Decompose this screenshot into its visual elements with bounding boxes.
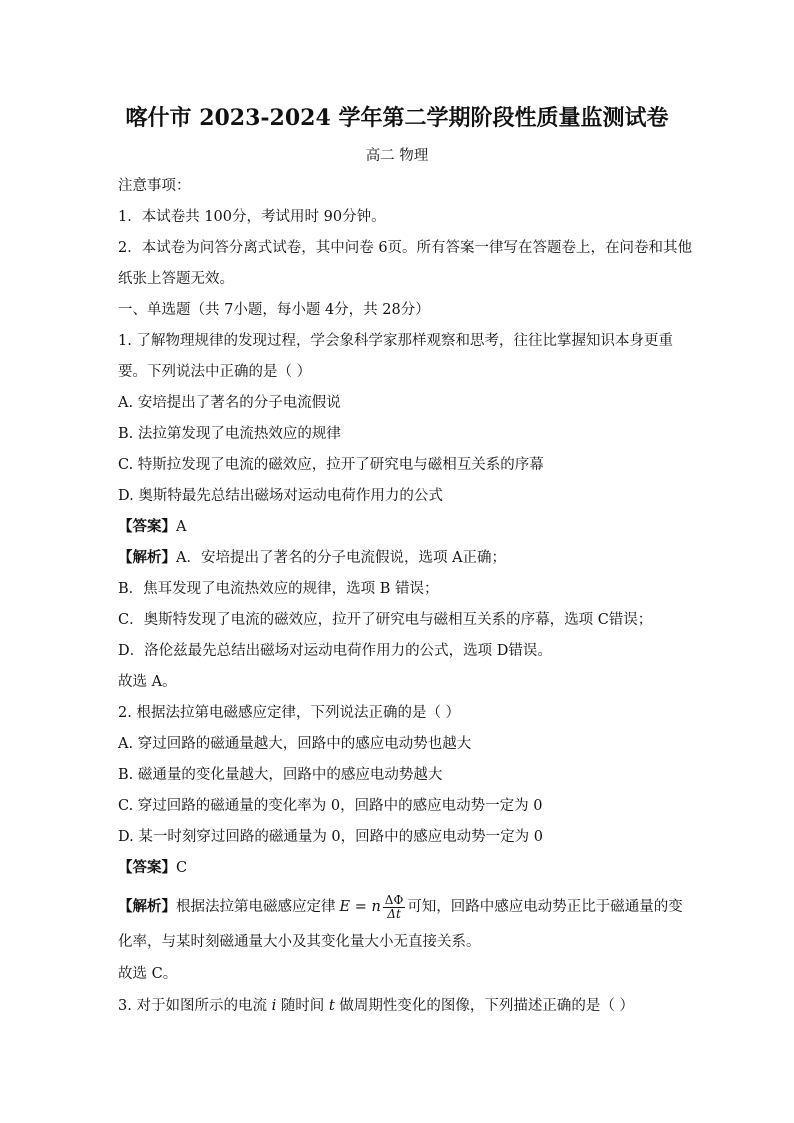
page-title: 喀什市 2023-2024 学年第二学期阶段性质量监测试卷 [125, 105, 669, 131]
q3-stem-pre: 3. 对于如图所示的电流 [118, 998, 267, 1014]
notice-item-2-line-2: 纸张上答题无效。 [118, 271, 234, 287]
q2-option-d: D. 某一时刻穿过回路的磁通量为 0，回路中的感应电动势一定为 0 [118, 829, 543, 845]
q1-analysis-a-text: A．安培提出了著名的分子电流假说，选项 A正确； [176, 550, 507, 566]
formula-lhs: E = n [339, 899, 381, 915]
q1-option-c: C. 特斯拉发现了电流的磁效应，拉开了研究电与磁相互关系的序幕 [118, 457, 544, 473]
notice-heading: 注意事项： [118, 178, 191, 194]
q2-analysis-line-1 [118, 890, 683, 924]
q1-option-d: D. 奥斯特最先总结出磁场对运动电荷作用力的公式 [118, 488, 443, 504]
q2-answer [118, 858, 678, 878]
q2-option-b: B. 磁通量的变化量越大，回路中的感应电动势越大 [118, 767, 443, 783]
q2-option-c: C. 穿过回路的磁通量的变化率为 0，回路中的感应电动势一定为 0 [118, 798, 543, 814]
q1-analysis-a [118, 548, 678, 568]
q1-analysis-label: 【解析】 [118, 549, 176, 566]
section-heading: 一、单选题（共 7小题，每小题 4分，共 28分） [118, 302, 430, 318]
q1-analysis-c: C．奥斯特发现了电流的磁效应，拉开了研究电与磁相互关系的序幕，选项 C错误； [118, 612, 653, 628]
formula-fraction [383, 894, 406, 921]
q3-stem-mid: 随时间 [280, 998, 325, 1014]
q2-conclusion: 故选 C。 [118, 966, 178, 982]
q2-answer-label: 【答案】 [118, 859, 176, 876]
q1-option-b: B. 法拉第发现了电流热效应的规律 [118, 426, 341, 442]
formula-numerator: ΔΦ [384, 892, 404, 907]
notice-item-1: 1．本试卷共 100分，考试用时 90分钟。 [118, 209, 386, 225]
q1-answer-value: A [176, 519, 187, 535]
formula-denominator: Δt [387, 906, 401, 921]
q1-stem-line-2: 要。下列说法中正确的是（ ） [118, 364, 312, 380]
q3-stem [118, 996, 678, 1016]
q2-analysis-pre: 根据法拉第电磁感应定律 [176, 899, 336, 915]
q2-analysis-post: 可知，回路中感应电动势正比于磁通量的变 [407, 899, 683, 915]
q1-answer [118, 517, 678, 537]
q3-var-t: t [328, 998, 335, 1014]
q3-stem-post: 做周期性变化的图像，下列描述正确的是（ ） [339, 998, 634, 1014]
q2-option-a: A. 穿过回路的磁通量越大，回路中的感应电动势也越大 [118, 736, 472, 752]
page-subtitle: 高二 物理 [365, 148, 429, 164]
q1-stem-line-1: 1. 了解物理规律的发现过程，学会象科学家那样观察和思考，往往比掌握知识本身更重 [118, 333, 673, 349]
q2-stem: 2. 根据法拉第电磁感应定律，下列说法正确的是（ ） [118, 705, 461, 721]
q2-analysis-label: 【解析】 [118, 898, 176, 915]
notice-item-2-line-1: 2．本试卷为问答分离式试卷，其中问卷 6页。所有答案一律写在答题卷上，在问卷和其他 [118, 240, 693, 256]
q1-conclusion: 故选 A。 [118, 674, 177, 690]
q2-analysis-line-2: 化率，与某时刻磁通量大小及其变化量大小无直接关系。 [118, 934, 481, 950]
q1-option-a: A. 安培提出了著名的分子电流假说 [118, 395, 341, 411]
q1-analysis-b: B．焦耳发现了电流热效应的规律，选项 B 错误； [118, 581, 439, 597]
q3-var-i: i [271, 998, 277, 1014]
q1-answer-label: 【答案】 [118, 518, 176, 535]
q2-answer-value: C [176, 860, 188, 876]
q1-analysis-d: D．洛伦兹最先总结出磁场对运动电荷作用力的公式，选项 D错误。 [118, 643, 552, 659]
